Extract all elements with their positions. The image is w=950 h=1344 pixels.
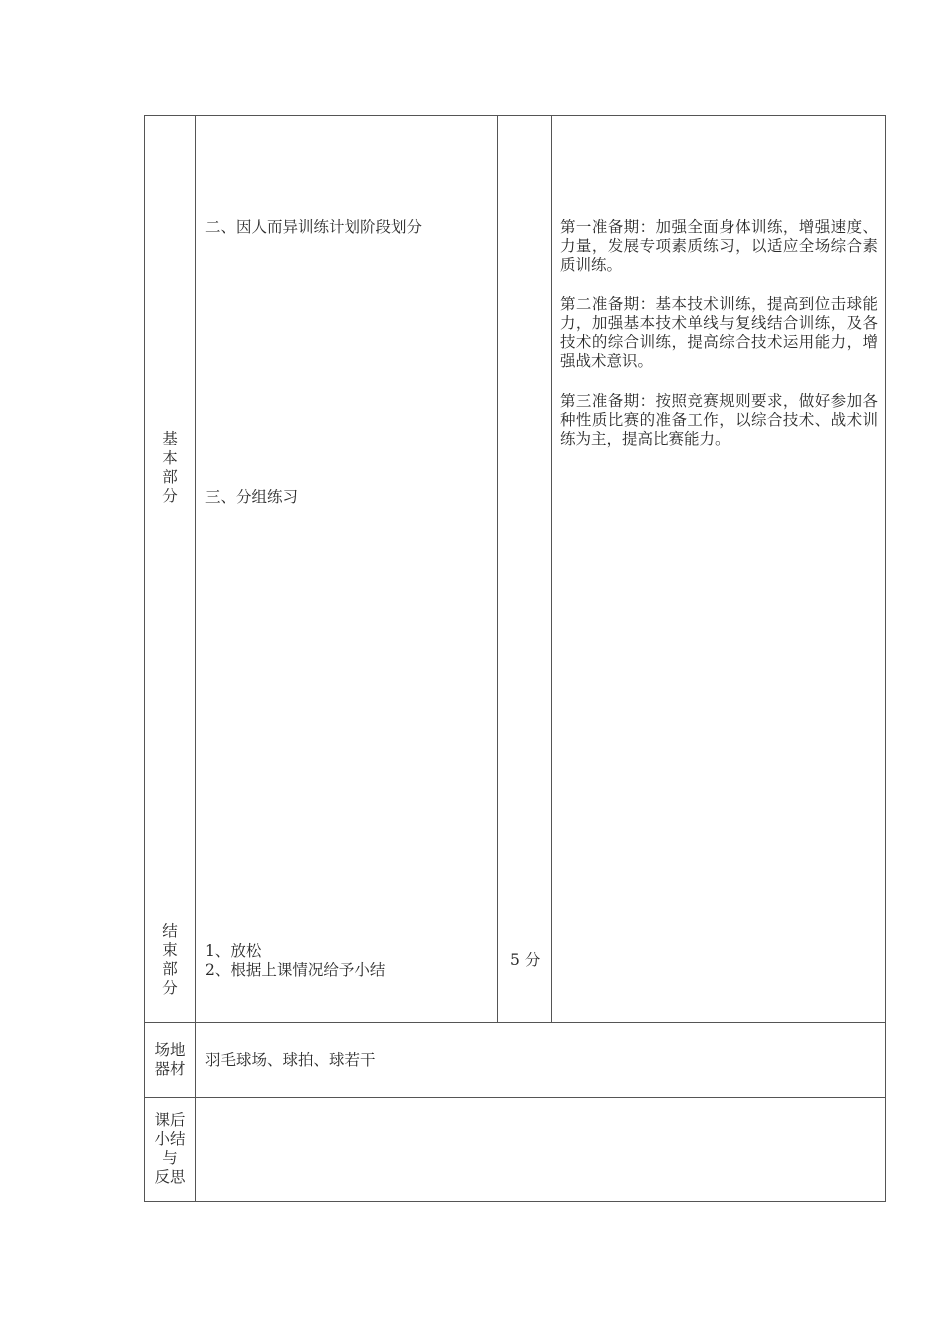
table-bottom-border	[144, 1201, 886, 1202]
ending-item-2: 2、根据上课情况给予小结	[205, 961, 386, 979]
note-phase-1: 第一准备期：加强全面身体训练，增强速度、力量，发展专项素质练习，以适应全场综合素质训练。	[560, 218, 878, 274]
table-right-border	[885, 115, 886, 1202]
basic-item-2: 二、因人而异训练计划阶段划分	[205, 218, 423, 236]
note-phase-2: 第二准备期：基本技术训练，提高到位击球能力，加强基本技术单线与复线结合训练，及各技术的综合训练，提高综合技术运用能力，增强战术意识。	[560, 295, 878, 370]
table-top-border	[144, 115, 886, 116]
table-left-border	[144, 115, 145, 1202]
time-column-divider	[551, 115, 552, 1023]
basic-section-label: 基 本 部 分	[162, 430, 178, 505]
note-phase-3: 第三准备期：按照竞赛规则要求，做好参加各种性质比赛的准备工作，以综合技术、战术训练为主，提高比赛能力。	[560, 392, 878, 448]
label-column-divider	[195, 115, 196, 1202]
ending-time: 5 分	[510, 951, 541, 969]
row-divider-reflection	[144, 1097, 886, 1098]
content-column-divider	[497, 115, 498, 1023]
venue-value: 羽毛球场、球拍、球若干	[205, 1051, 376, 1069]
venue-label: 场地 器材	[154, 1041, 186, 1078]
basic-item-3: 三、分组练习	[205, 488, 299, 506]
ending-section-label: 结 束 部 分	[162, 922, 178, 997]
row-divider-venue	[144, 1022, 886, 1023]
ending-item-1: 1、放松	[205, 942, 262, 960]
reflection-label: 课后 小结 与 反思	[154, 1111, 186, 1186]
